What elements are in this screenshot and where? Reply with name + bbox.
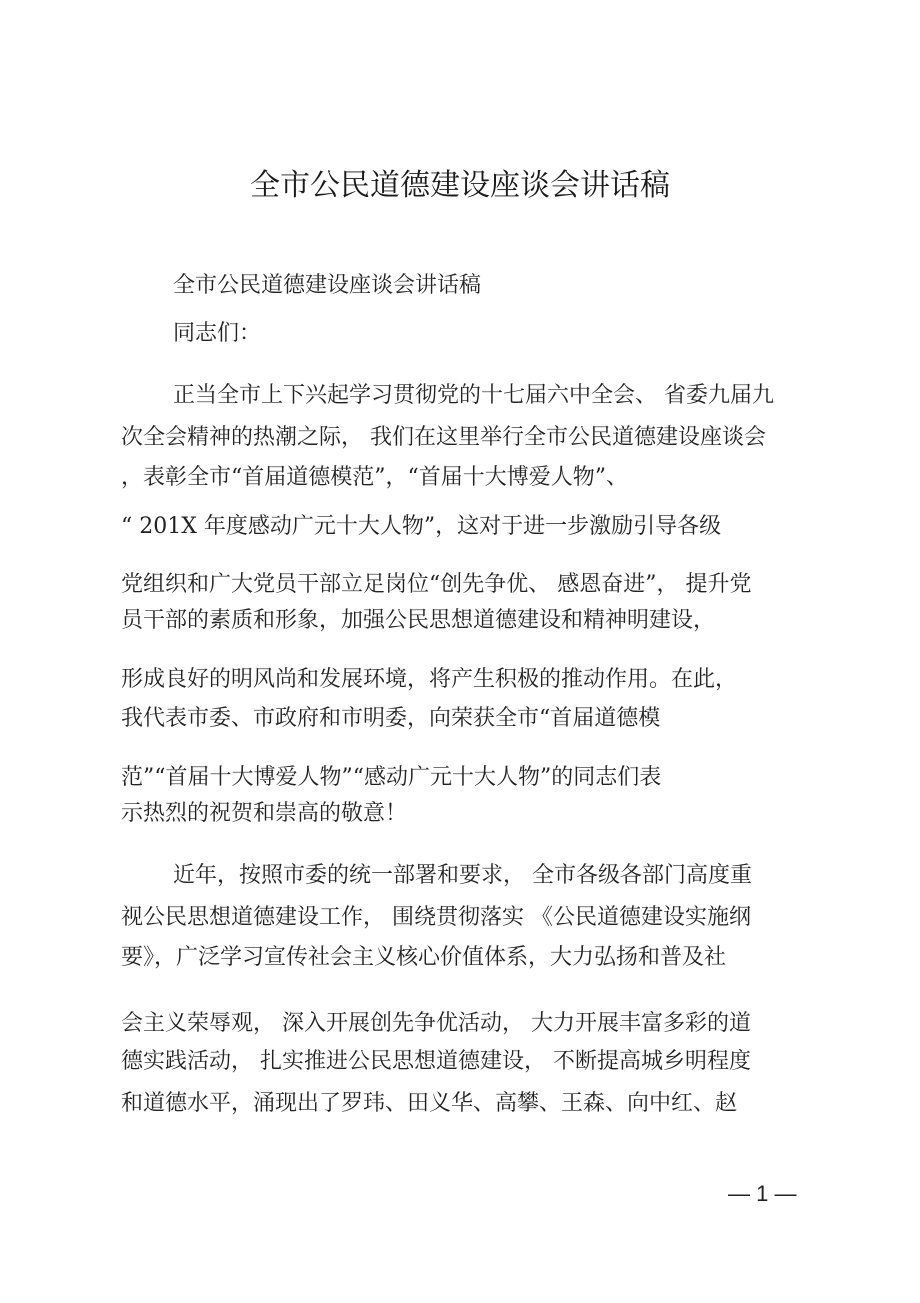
paragraph-line: 和道德水平，涌现出了罗玮、田义华、高攀、王森、向中红、赵 bbox=[121, 1091, 738, 1116]
paragraph-line: 员干部的素质和形象，加强公民思想道德建设和精神明建设， bbox=[121, 608, 716, 633]
paragraph-line: 正当全市上下兴起学习贯彻党的十七届六中全会、 省委九届九 bbox=[173, 383, 774, 408]
paragraph-line: “ 201X 年度感动广元十大人物”，这对于进一步激励引导各级 bbox=[121, 514, 722, 539]
paragraph-line: 示热烈的祝贺和崇高的敬意！ bbox=[121, 801, 408, 826]
paragraph-line: 次全会精神的热潮之际， 我们在这里举行全市公民道德建设座谈会 bbox=[121, 425, 766, 450]
paragraph-line: 德实践活动， 扎实推进公民思想道德建设， 不断提高城乡明程度 bbox=[121, 1049, 751, 1074]
paragraph-line: 党组织和广大党员干部立足岗位“创先争优、 感恩奋进”， 提升党 bbox=[121, 572, 752, 597]
subtitle-line: 全市公民道德建设座谈会讲话稿 bbox=[173, 273, 482, 298]
paragraph-line: ，表彰全市“首届道德模范”，“首届十大博爱人物”、 bbox=[121, 465, 628, 490]
paragraph-line: 我代表市委、市政府和市明委，向荣获全市“首届道德模 bbox=[121, 706, 661, 731]
paragraph-line: 形成良好的明风尚和发展环境，将产生积极的推动作用。在此， bbox=[121, 667, 738, 692]
salutation-line: 同志们： bbox=[173, 321, 262, 346]
document-title: 全市公民道德建设座谈会讲话稿 bbox=[250, 168, 670, 203]
page-number: — 1 — bbox=[728, 1181, 797, 1206]
paragraph-line: 范”“首届十大博爱人物”“感动广元十大人物”的同志们表 bbox=[121, 765, 662, 790]
paragraph-line: 近年，按照市委的统一部署和要求， 全市各级各部门高度重 bbox=[173, 863, 752, 888]
paragraph-line: 要》，广泛学习宣传社会主义核心价值体系，大力弘扬和普及社 bbox=[121, 945, 727, 970]
paragraph-line: 视公民思想道德建设工作， 围绕贯彻落实 《公民道德建设实施纲 bbox=[121, 905, 751, 930]
paragraph-line: 会主义荣辱观， 深入开展创先争优活动， 大力开展丰富多彩的道 bbox=[121, 1011, 751, 1036]
